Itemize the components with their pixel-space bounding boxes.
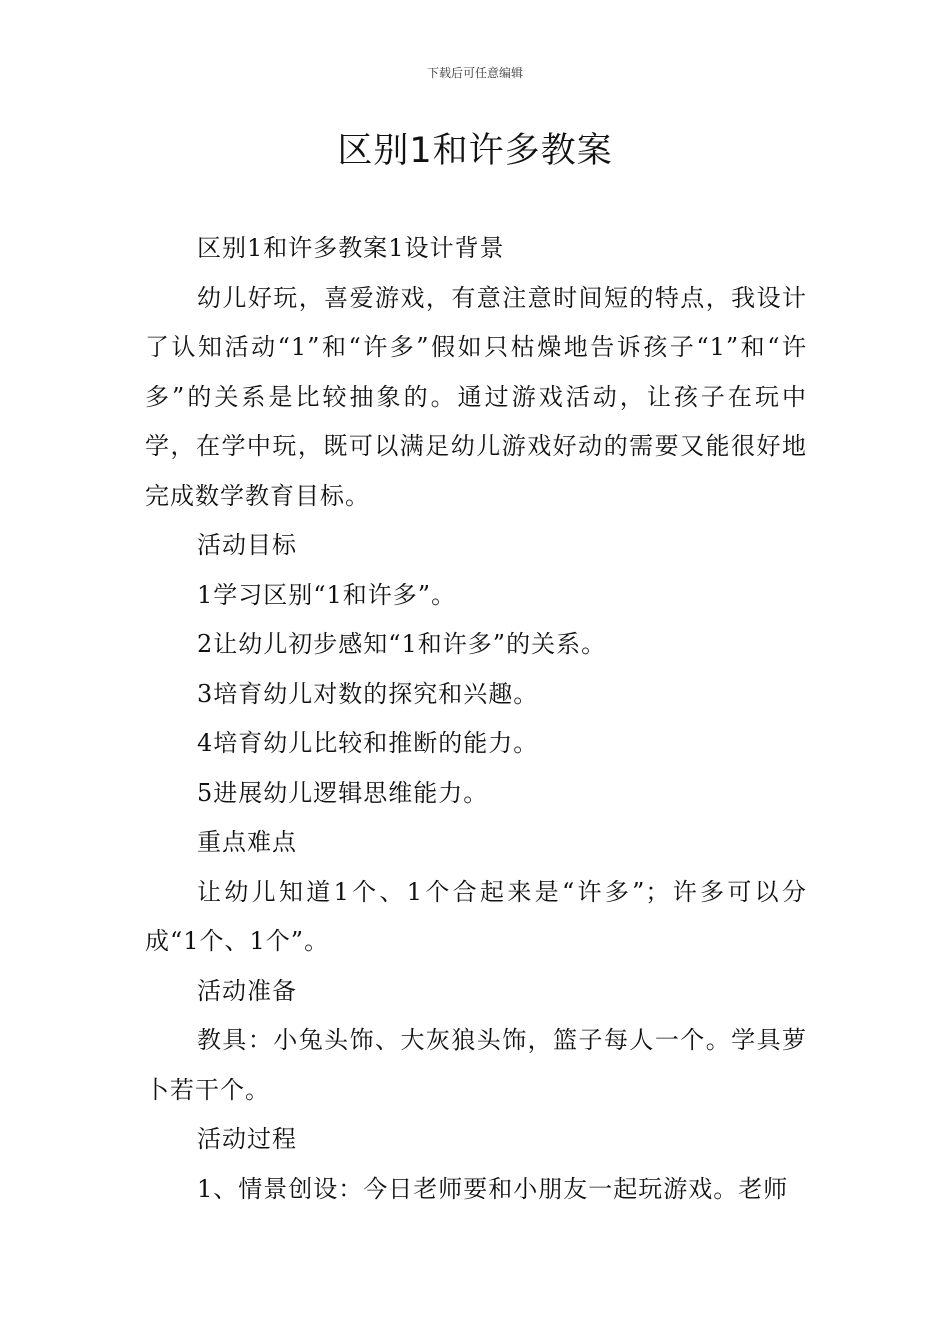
goal-item-4: 4培育幼儿比较和推断的能力。: [197, 729, 539, 757]
section-heading-activity-goals: 活动目标: [197, 531, 297, 559]
paragraph-preparation-text: 教具：小兔头饰、大灰狼头饰，篮子每人一个。学具萝卜若干个。: [145, 1026, 807, 1104]
document-body: [145, 224, 807, 1214]
section-heading-process: 活动过程: [197, 1125, 297, 1153]
goal-item-2: 2让幼儿初步感知“1和许多”的关系。: [197, 630, 607, 658]
paragraph-background-text: 幼儿好玩，喜爱游戏，有意注意时间短的特点，我设计了认知活动“1”和“许多”假如只枯燥地告诉孩子“1”和“许多”的关系是比较抽象的。通过游戏活动，让孩子在玩中学，在学中玩，既可以满足幼儿游戏好动的需要又能很好地完成数学教育目标。: [145, 283, 807, 510]
document-title: 区别1和许多教案: [337, 131, 613, 171]
goal-item-3: 3培育幼儿对数的探究和兴趣。: [197, 679, 539, 708]
section-heading-design-background: 区别1和许多教案1设计背景: [197, 234, 505, 262]
header-note: 下载后可任意编辑: [426, 66, 523, 80]
goal-item-5: 5进展幼儿逻辑思维能力。: [197, 778, 489, 807]
paragraph-key-points-text: 让幼儿知道1个、1个合起来是“许多”；许多可以分成“1个、1个”。: [145, 877, 807, 955]
section-heading-key-points: 重点难点: [197, 828, 297, 856]
section-heading-preparation: 活动准备: [197, 976, 297, 1005]
paragraph-process-step-1: 1、情景创设：今日老师要和小朋友一起玩游戏。老师: [197, 1174, 789, 1203]
goal-item-1: 1学习区别“1和许多”。: [197, 580, 457, 609]
